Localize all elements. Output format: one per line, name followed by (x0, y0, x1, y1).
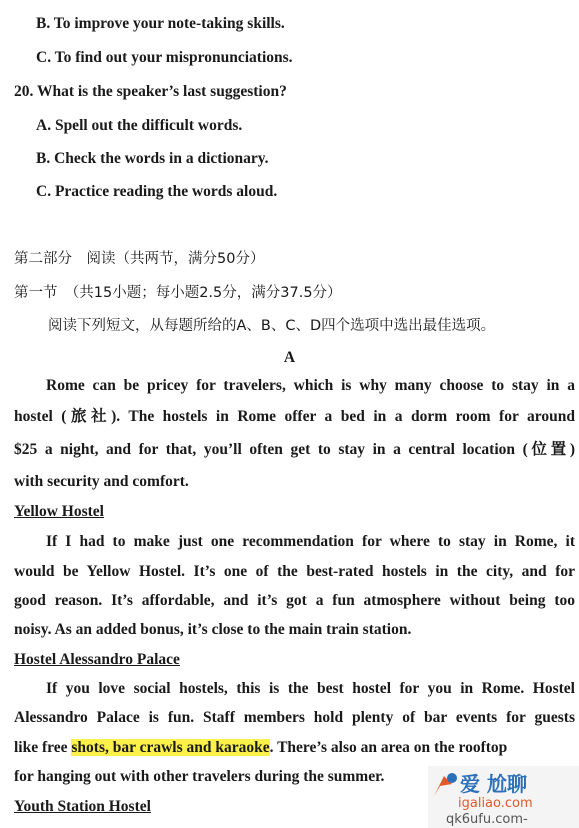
section-part-heading: 第二部分 阅读（共两节，满分50分） (14, 251, 265, 267)
passage-letter: A (283, 349, 296, 366)
alessandro-line-3-post: . There’s also an area on the rooftop (269, 739, 508, 756)
intro-line-3: $25 a night, and for that, you’ll often get to stay in a central location (位置) (14, 441, 575, 458)
alessandro-line-2: Alessandro Palace is fun. Staff members hold plenty of bar events for guests (14, 709, 575, 726)
subsection-heading: 第一节 （共15小题；每小题2.5分，满分37.5分） (14, 285, 342, 301)
watermark-logo-icon (430, 770, 460, 800)
watermark-url: igaliao.com (458, 796, 533, 811)
highlighted-phrase: shots, bar crawls and karaoke (71, 739, 270, 756)
yellow-line-1: If I had to make just one recommendation for where to stay in Rome, it (46, 533, 575, 550)
watermark (428, 766, 579, 828)
alessandro-heading: Hostel Alessandro Palace (14, 651, 180, 668)
alessandro-line-1: If you love social hostels, this is the best hostel for you in Rome. Hostel (46, 680, 575, 697)
yellow-hostel-heading: Yellow Hostel (14, 503, 104, 520)
watermark-text: 爱 尬聊 (460, 772, 527, 796)
alessandro-line-3-pre: like free (14, 739, 72, 756)
q19-option-b: B. To improve your note-taking skills. (36, 15, 285, 32)
yellow-line-4: noisy. As an added bonus, it’s close to the main train station. (14, 621, 412, 638)
intro-line-1: Rome can be pricey for travelers, which is why many choose to stay in a (46, 377, 575, 394)
intro-line-2: hostel (旅社). The hostels in Rome offer a bed in a dorm room for around (14, 408, 575, 425)
watermark-bottom-text: qk6ufu.com- (446, 812, 528, 827)
alessandro-line-4: for hanging out with other travelers during the summer. (14, 768, 385, 785)
yellow-line-3: good reason. It’s affordable, and it’s got a fun atmosphere without being too (14, 592, 575, 609)
instruction-text: 阅读下列短文，从每题所给的A、B、C、D四个选项中选出最佳选项。 (48, 318, 496, 334)
q20-option-c: C. Practice reading the words aloud. (36, 183, 278, 200)
yellow-line-2: would be Yellow Hostel. It’s one of the best-rated hostels in the city, and for (14, 563, 575, 580)
q19-option-c: C. To find out your mispronunciations. (36, 49, 293, 66)
intro-line-4: with security and comfort. (14, 473, 189, 490)
alessandro-line-3 (14, 738, 507, 758)
q20-question: 20. What is the speaker’s last suggestion? (14, 83, 287, 100)
youth-station-heading: Youth Station Hostel (14, 798, 151, 815)
q20-option-b: B. Check the words in a dictionary. (36, 150, 269, 167)
q20-option-a: A. Spell out the difficult words. (36, 117, 243, 134)
